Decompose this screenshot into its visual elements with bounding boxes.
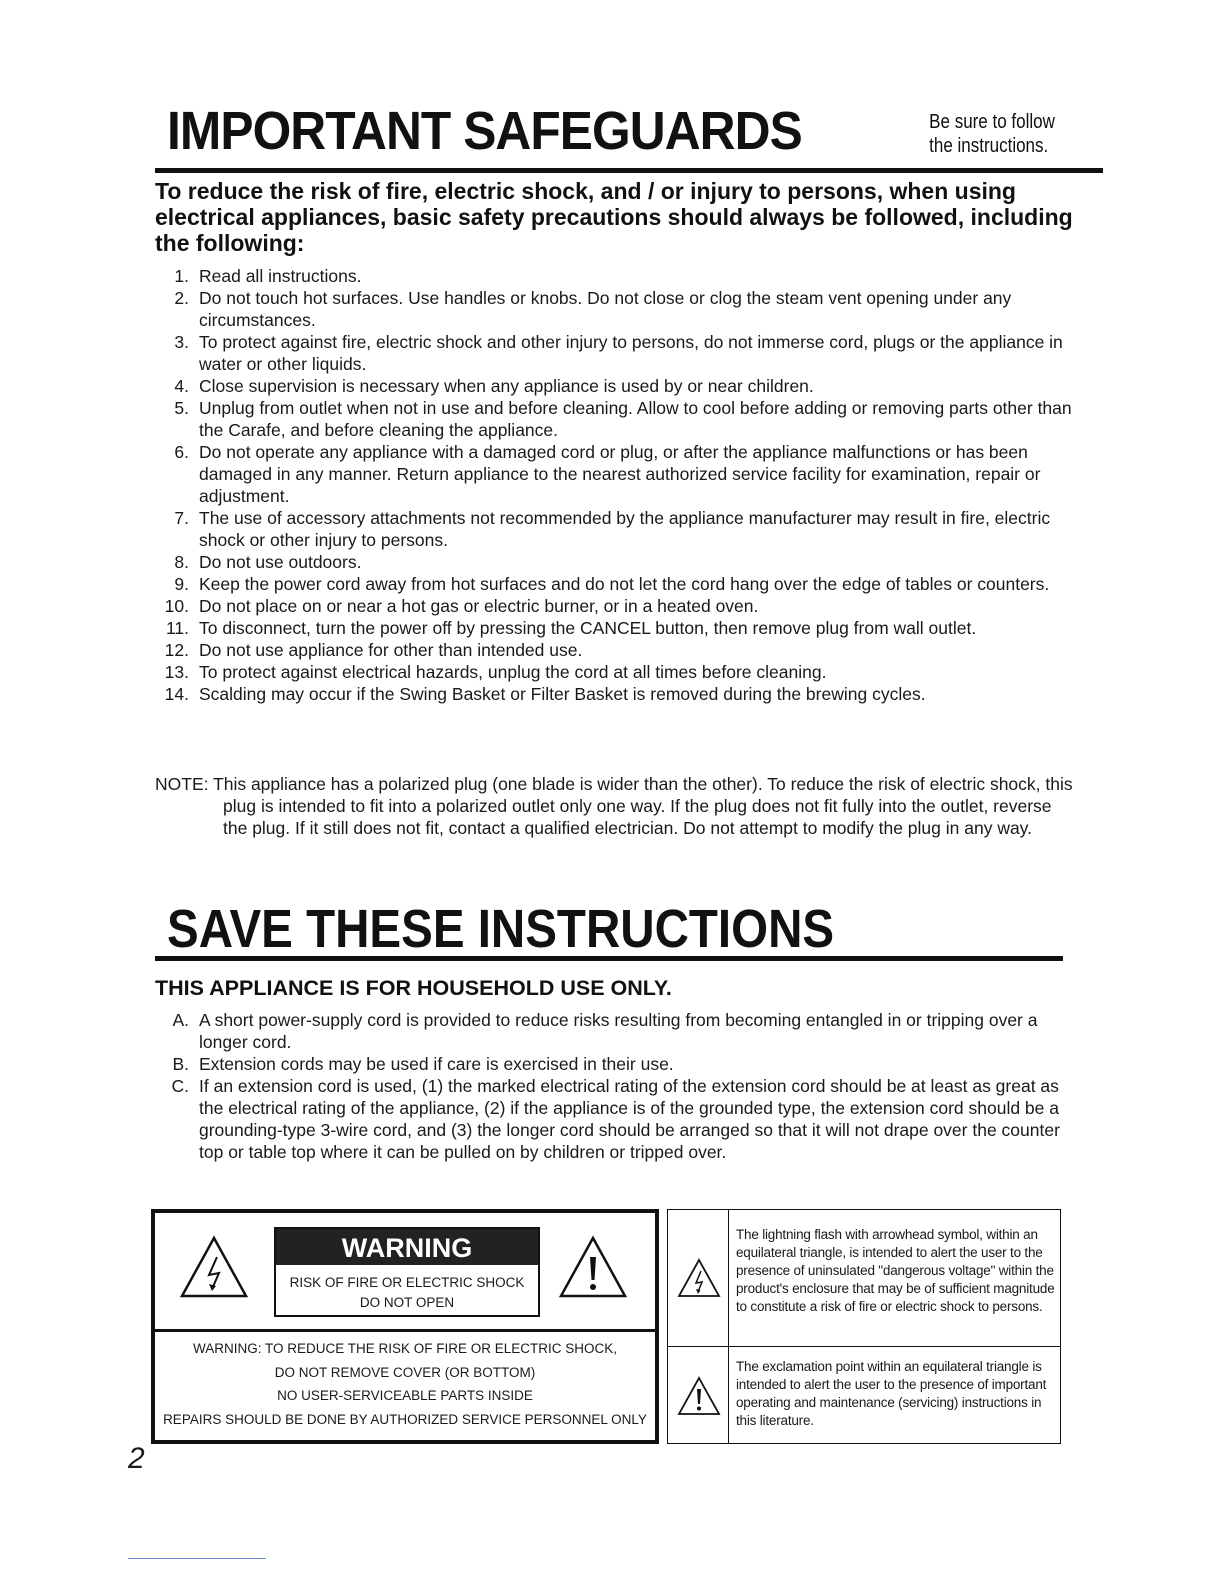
item-text: Close supervision is necessary when any appliance is used by or near children. bbox=[199, 376, 814, 396]
divider bbox=[668, 1346, 1060, 1347]
list-item bbox=[155, 331, 1075, 375]
page-title: IMPORTANT SAFEGUARDS bbox=[167, 101, 802, 161]
note-label: NOTE: bbox=[155, 774, 209, 794]
item-text: To disconnect, turn the power off by pressing the CANCEL button, then remove plug from wall outlet. bbox=[199, 618, 977, 638]
warning-box-text bbox=[155, 1337, 655, 1431]
list-item bbox=[155, 375, 1075, 397]
item-text: Extension cords may be used if care is exercised in their use. bbox=[199, 1054, 674, 1074]
page-header bbox=[155, 98, 1103, 173]
header-subtitle bbox=[929, 110, 1055, 158]
item-number: 3. bbox=[174, 332, 189, 352]
item-number: 12. bbox=[164, 640, 189, 660]
note-text: This appliance has a polarized plug (one blade is wider than the other). To reduce the risk of electric shock, this plug is intended to fit into a polarized outlet only one way. If the plug does not fit fully into the outlet, reverse the plug. If it still does not fit, contact a qualified electrician. Do not attempt to modify the plug in any way. bbox=[213, 774, 1073, 838]
item-letter: C. bbox=[171, 1076, 189, 1096]
item-number: 2. bbox=[174, 288, 189, 308]
item-text: Do not use appliance for other than intended use. bbox=[199, 640, 583, 660]
exclamation-triangle-icon bbox=[677, 1376, 721, 1416]
list-item bbox=[155, 397, 1075, 441]
list-item bbox=[155, 661, 1075, 683]
page-number: 2 bbox=[128, 1442, 145, 1475]
exclamation-explanation: The exclamation point within an equilateral triangle is intended to alert the user to the presence of important operating and maintenance (servicing) instructions in this literature. bbox=[736, 1359, 1047, 1428]
lightning-triangle-icon bbox=[179, 1235, 249, 1299]
risk-line-1: RISK OF FIRE OR ELECTRIC SHOCK bbox=[289, 1275, 525, 1290]
list-item bbox=[155, 639, 1075, 661]
cord-list bbox=[155, 1009, 1075, 1163]
item-text: Scalding may occur if the Swing Basket or Filter Basket is removed during the brewing cycles. bbox=[199, 684, 926, 704]
lightning-explanation: The lightning flash with arrowhead symbol, within an equilateral triangle, is intended to alert the user to the presence of uninsulated "dangerous voltage" within the product's enclosure that may be of sufficient magnitude to constitute a risk of fire or electric shock to persons. bbox=[736, 1227, 1055, 1314]
list-item bbox=[155, 441, 1075, 507]
list-item bbox=[155, 1009, 1075, 1053]
item-text: To protect against fire, electric shock and other injury to persons, do not immerse cord, plugs or the appliance in water or other liquids. bbox=[199, 332, 1063, 374]
item-text: A short power-supply cord is provided to reduce risks resulting from becoming entangled in or tripping over a longer cord. bbox=[199, 1010, 1038, 1052]
warning-line-3: NO USER-SERVICEABLE PARTS INSIDE bbox=[277, 1388, 533, 1403]
safeguards-list bbox=[155, 265, 1075, 705]
item-number: 10. bbox=[164, 596, 189, 616]
item-text: Do not touch hot surfaces. Use handles or knobs. Do not close or clog the steam vent opening under any circumstances. bbox=[199, 288, 1012, 330]
item-number: 5. bbox=[174, 398, 189, 418]
warning-line-1: WARNING: TO REDUCE THE RISK OF FIRE OR ELECTRIC SHOCK, bbox=[192, 1341, 618, 1356]
item-text: The use of accessory attachments not recommended by the appliance manufacturer may result in fire, electric shock or other injury to persons. bbox=[199, 508, 1051, 550]
item-number: 11. bbox=[165, 618, 189, 638]
warning-label: WARNING bbox=[276, 1229, 538, 1265]
list-item bbox=[155, 287, 1075, 331]
list-item bbox=[155, 1053, 1075, 1075]
list-item bbox=[155, 507, 1075, 551]
note-paragraph bbox=[155, 773, 1075, 839]
item-text: Keep the power cord away from hot surfaces and do not let the cord hang over the edge of tables or counters. bbox=[199, 574, 1050, 594]
item-number: 1. bbox=[174, 266, 189, 286]
item-text: If an extension cord is used, (1) the marked electrical rating of the extension cord should be at least as great as the electrical rating of the appliance, (2) if the appliance is of the grounded type, the extension cord should be a grounding-type 3-wire cord, and (3) the longer cord should be arranged so that it will not drape over the counter top or table top where it can be pulled on by children or tripped over. bbox=[199, 1076, 1060, 1162]
save-instructions-header bbox=[155, 898, 1063, 961]
item-text: Do not use outdoors. bbox=[199, 552, 362, 572]
warning-line-4: REPAIRS SHOULD BE DONE BY AUTHORIZED SERVICE PERSONNEL ONLY bbox=[163, 1411, 647, 1427]
list-item bbox=[155, 595, 1075, 617]
item-number: 14. bbox=[164, 684, 189, 704]
list-item bbox=[155, 265, 1075, 287]
lightning-triangle-icon bbox=[677, 1258, 721, 1298]
exclamation-triangle-icon bbox=[558, 1235, 628, 1299]
item-number: 7. bbox=[174, 508, 189, 528]
item-letter: A. bbox=[172, 1010, 189, 1030]
item-number: 6. bbox=[174, 442, 189, 462]
warning-box-top bbox=[155, 1213, 655, 1332]
warning-risk-text bbox=[276, 1273, 538, 1313]
list-item bbox=[155, 683, 1075, 705]
household-heading: THIS APPLIANCE IS FOR HOUSEHOLD USE ONLY. bbox=[155, 976, 672, 1000]
intro-paragraph: To reduce the risk of fire, electric shock, and / or injury to persons, when using electrical appliances, basic safety precautions should always be followed, including the following: bbox=[155, 178, 1073, 256]
item-number: 4. bbox=[174, 376, 189, 396]
list-item bbox=[155, 551, 1075, 573]
item-letter: B. bbox=[172, 1054, 189, 1074]
item-text: Do not operate any appliance with a damaged cord or plug, or after the appliance malfunctions or has been damaged in any manner. Return appliance to the nearest authorized service facility for examination, repair or adjustment. bbox=[199, 442, 1041, 506]
item-text: To protect against electrical hazards, unplug the cord at all times before cleaning. bbox=[199, 662, 827, 682]
item-number: 9. bbox=[174, 574, 189, 594]
save-title: SAVE THESE INSTRUCTIONS bbox=[167, 899, 835, 959]
item-text: Unplug from outlet when not in use and before cleaning. Allow to cool before adding or removing parts other than the Carafe, and before cleaning the appliance. bbox=[199, 398, 1072, 440]
item-number: 8. bbox=[174, 552, 189, 572]
item-text: Read all instructions. bbox=[199, 266, 362, 286]
symbols-explanation-box bbox=[667, 1209, 1061, 1444]
list-item bbox=[155, 573, 1075, 595]
subtitle-line-1: Be sure to follow bbox=[929, 111, 1055, 133]
subtitle-line-2: the instructions. bbox=[929, 135, 1049, 157]
item-text: Do not place on or near a hot gas or electric burner, or in a heated oven. bbox=[199, 596, 759, 616]
list-item bbox=[155, 1075, 1075, 1163]
list-item bbox=[155, 617, 1075, 639]
warning-label-box bbox=[274, 1227, 540, 1317]
footer-line bbox=[128, 1558, 266, 1559]
divider bbox=[728, 1210, 729, 1443]
warning-box bbox=[151, 1209, 659, 1444]
item-number: 13. bbox=[164, 662, 189, 682]
risk-line-2: DO NOT OPEN bbox=[359, 1295, 455, 1310]
warning-line-2: DO NOT REMOVE COVER (OR BOTTOM) bbox=[274, 1364, 536, 1380]
